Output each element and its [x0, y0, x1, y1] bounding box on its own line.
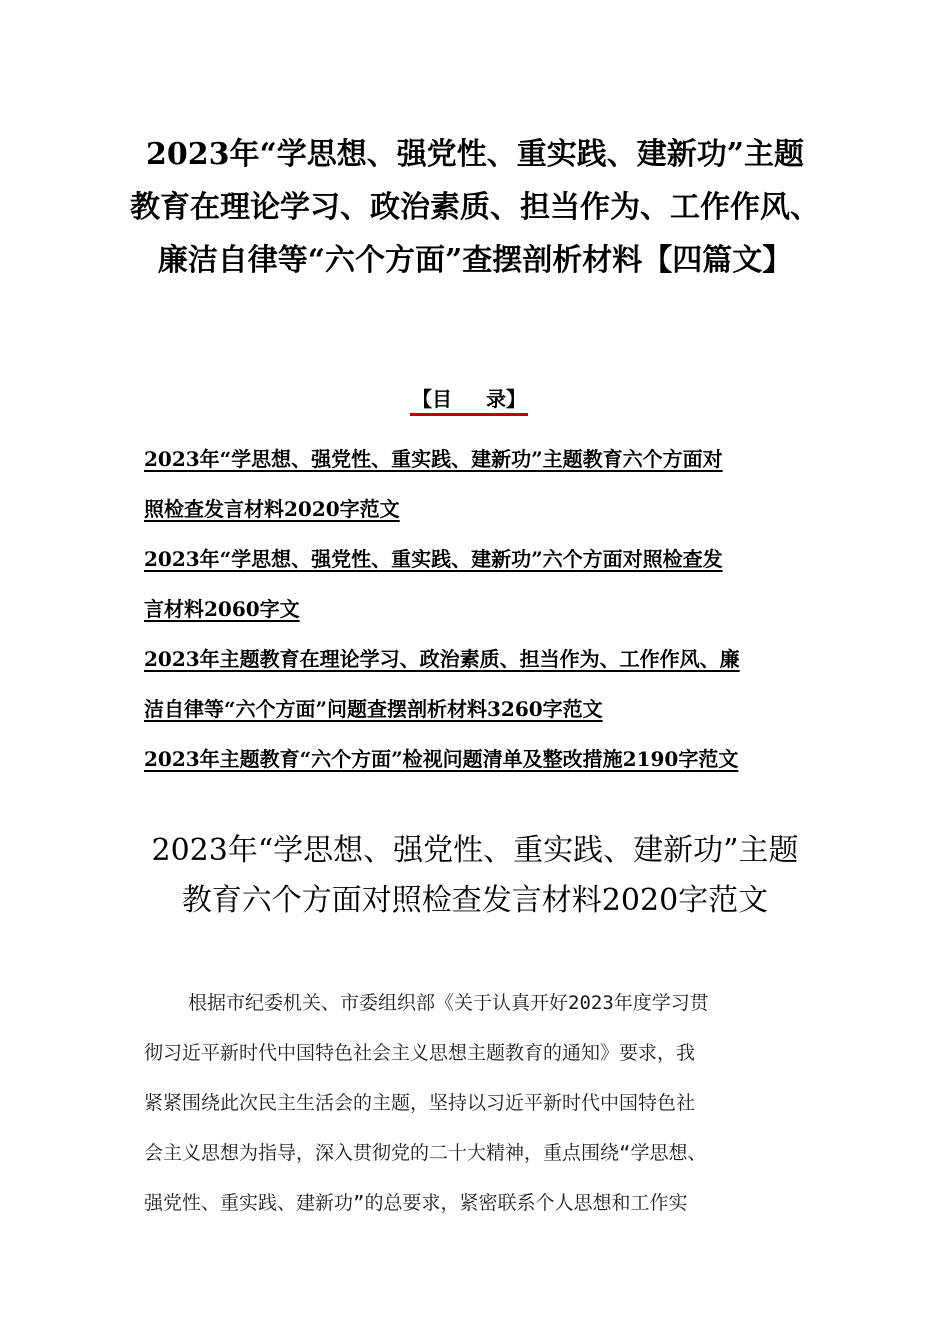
body-line: 会主义思想为指导，深入贯彻党的二十大精神，重点围绕“学思想、	[144, 1142, 707, 1164]
toc-item-1-line-2[interactable]: 照检查发言材料2020字范文	[144, 497, 400, 521]
toc-item-1-line-1[interactable]: 2023年“学思想、强党性、重实践、建新功”主题教育六个方面对	[144, 447, 723, 471]
section-title	[0, 826, 950, 926]
document-title-line: 廉洁自律等“六个方面”查摆剖析材料【四篇文】	[157, 243, 793, 278]
body-line: 紧紧围绕此次民主生活会的主题，坚持以习近平新时代中国特色社	[144, 1092, 696, 1114]
table-of-contents	[144, 434, 824, 784]
section-title-line: 2023年“学思想、强党性、重实践、建新功”主题	[151, 833, 799, 868]
toc-item-2-line-2[interactable]: 言材料2060字文	[144, 597, 300, 621]
toc-heading-left: 【目	[412, 387, 452, 411]
body-line: 强党性、重实践、建新功”的总要求，紧密联系个人思想和工作实	[144, 1192, 688, 1214]
document-title-line: 2023年“学思想、强党性、重实践、建新功”主题	[145, 137, 804, 172]
body-line: 根据市纪委机关、市委组织部《关于认真开好2023年度学习贯	[188, 992, 709, 1014]
toc-item-3-line-2[interactable]: 洁自律等“六个方面”问题查摆剖析材料3260字范文	[144, 697, 603, 721]
toc-heading	[410, 386, 528, 416]
section-title-line: 教育六个方面对照检查发言材料2020字范文	[181, 883, 769, 918]
document-title	[0, 128, 950, 287]
toc-heading-right: 录】	[486, 387, 526, 411]
document-title-line: 教育在理论学习、政治素质、担当作为、工作作风、	[130, 190, 820, 225]
toc-item-2-line-1[interactable]: 2023年“学思想、强党性、重实践、建新功”六个方面对照检查发	[144, 547, 723, 571]
toc-item-4-line-1[interactable]: 2023年主题教育“六个方面”检视问题清单及整改措施2190字范文	[144, 747, 739, 771]
toc-item-3-line-1[interactable]: 2023年主题教育在理论学习、政治素质、担当作为、工作作风、廉	[144, 647, 740, 671]
section-body	[144, 978, 824, 1228]
body-line: 彻习近平新时代中国特色社会主义思想主题教育的通知》要求，我	[144, 1042, 696, 1064]
